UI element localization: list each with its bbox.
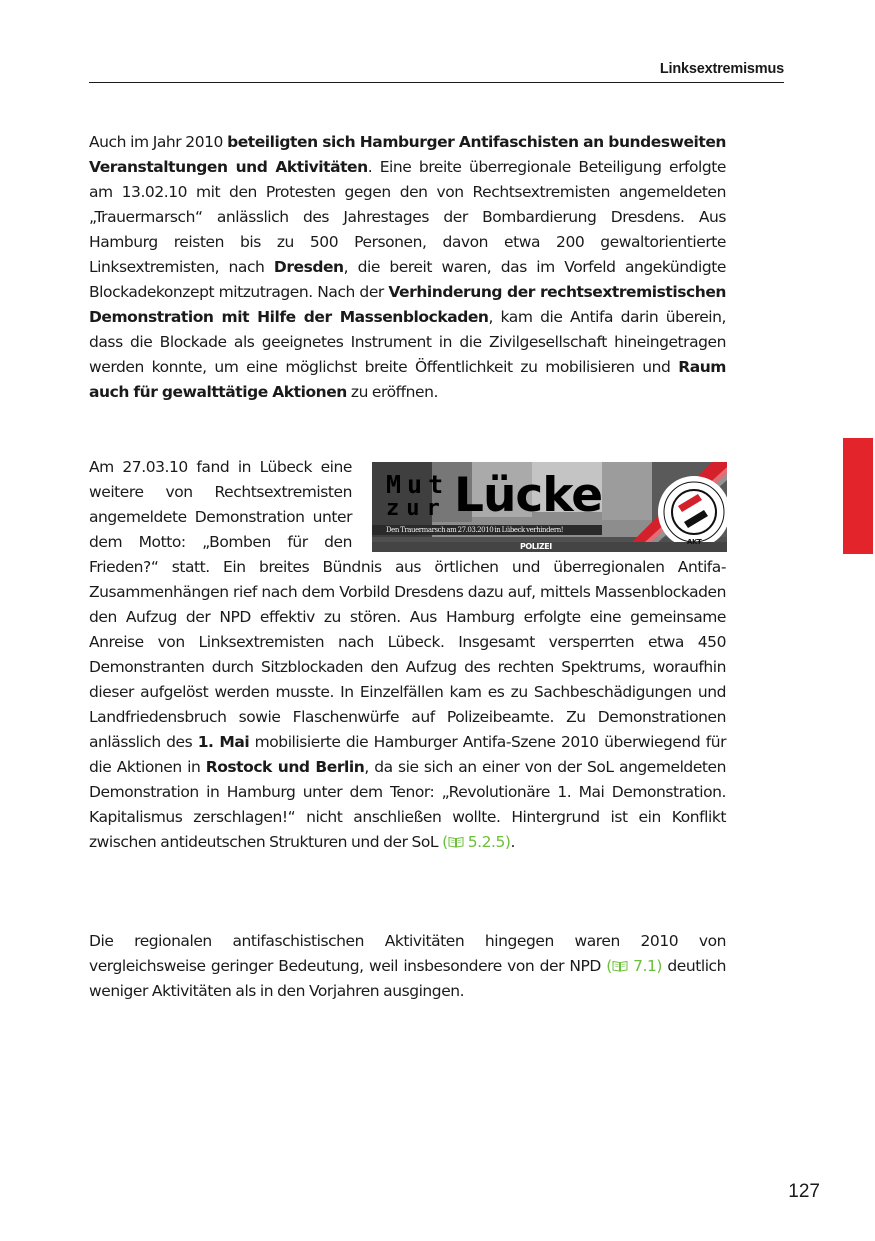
emphasis-text: Raum auch für gewalttätige Aktionen (89, 358, 726, 401)
book-icon (612, 960, 628, 972)
emphasis-text: 1. Mai (197, 733, 250, 751)
police-label: POLIZEI (520, 542, 552, 551)
cross-reference-link[interactable]: ( 5.2.5) (442, 833, 511, 851)
logo-luecke: Lücke (454, 468, 603, 523)
emphasis-text: Rostock und Berlin (205, 758, 365, 776)
paragraph-2: Mut zur Lücke Den Trauermarsch am 27.03.2010 in Lübeck verhindern! POLIZEI AKT Am 27.03.10 fand in Lübeck eine weitere von Rechtsextremisten angemeldete Demonstration unter dem Motto: „Bomben für den Frieden?“ statt. Ein breites Bündnis aus örtlichen und überregionalen Antifa-Zusammenhängen rief nach dem Vorbild Dresdens dazu auf, mittels Massenblockaden den Aufzug der NPD effektiv zu stören. Aus Hamburg erfolgte eine gemeinsame Anreise von Linksextremisten nach Lübeck. Insgesamt versperrten etwa 450 Demonstranten durch Sitzblockaden den Aufzug des rechten Spektrums, woraufhin dieser aufgelöst werden musste. In Einzelfällen kam es zu Sachbeschädigungen und Landfriedensbruch sowie Flaschenwürfe auf Polizeibeamte. Zu Demonstrationen anlässlich des 1. Mai mobilisierte die Hamburger Antifa-Szene 2010 überwiegend für die Aktionen in Rostock und Berlin, da sie sich an einer von der SoL angemeldeten Demonstration in Hamburg unter dem Tenor: „Revolutionäre 1. Mai Demonstration. Kapitalismus zerschlagen!“ nicht anschließen wollte. Hintergrund ist ein Konflikt zwischen antideutschen Strukturen und der SoL ( 5.2.5). (89, 455, 726, 855)
flag-text-short: AKT (687, 538, 702, 546)
emphasis-text: Dresden (273, 258, 344, 276)
running-header: Linksextremismus (659, 61, 784, 77)
emphasis-text: Verhinderung der rechtsextremistischen Demonstration mit Hilfe der Massenblockaden (89, 283, 727, 326)
logo-zur: zur (386, 496, 447, 521)
page-number: 127 (788, 1181, 820, 1202)
chapter-tab-marker (843, 438, 873, 554)
book-icon (448, 836, 464, 848)
emphasis-text: beteiligten sich Hamburger Antifaschisten an bundesweiten Veranstaltungen und Aktivitäten (89, 133, 727, 176)
header-rule (89, 82, 784, 83)
cross-reference-link[interactable]: ( 7.1) (606, 957, 663, 975)
mut-zur-luecke-banner-image (372, 462, 727, 552)
paragraph-3: Die regionalen antifaschistischen Aktivitäten hingegen waren 2010 von vergleichsweise geringer Bedeutung, weil insbesondere von der NPD ( 7.1) deutlich weniger Aktivitäten als in den Vorjahren ausgingen. (89, 932, 726, 1000)
logo-mut: Mut (386, 470, 450, 499)
paragraph-1: Auch im Jahr 2010 beteiligten sich Hamburger Antifaschisten an bundesweiten Veranstaltungen und Aktivitäten. Eine breite überregionale Beteiligung erfolgte am 13.02.10 mit den Protesten gegen den von Rechtsextremisten angemeldeten „Trauermarsch“ anlässlich des Jahrestages der Bombardierung Dresdens. Aus Hamburg reisten bis zu 500 Personen, davon etwa 200 gewaltorientierte Linksextremisten, nach Dresden, die bereit waren, das im Vorfeld angekündigte Blockadekonzept mitzutragen. Nach der Verhinderung der rechtsextremistischen Demonstration mit Hilfe der Massenblockaden, kam die Antifa darin überein, dass die Blockade als geeignetes Instrument in die Zivilgesellschaft hineingetragen werden konnte, um eine möglichst breite Öffentlichkeit zu mobilisieren und Raum auch für gewalttätige Aktionen zu eröffnen. (89, 133, 727, 401)
banner-caption: Den Trauermarsch am 27.03.2010 in Lübeck verhindern! (386, 526, 564, 534)
